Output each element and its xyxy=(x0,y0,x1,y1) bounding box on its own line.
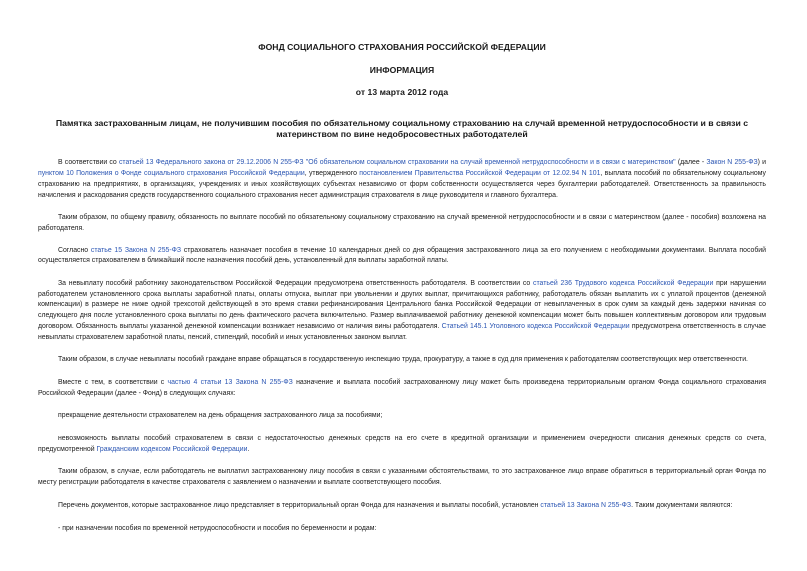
link-criminal-code-article-145-1[interactable]: Статьей 145.1 Уголовного кодекса Российской Федерации xyxy=(441,322,630,330)
text: страхователь назначает пособия в течение 10 календарных дней со дня обращения застрахованного лица за его получением с необходимыми документами. Выплата пособий осуществляется страхователем в ближайший после назначения пособий день, установленный для выплаты заработной платы. xyxy=(38,246,766,265)
paragraph-4 xyxy=(38,279,766,343)
text: Перечень документов, которые застрахованное лицо представляет в территориальный орган Фонда для назначения и выплаты пособий, установлен xyxy=(58,501,541,509)
document-kind: ИНФОРМАЦИЯ xyxy=(369,65,435,75)
link-law-255-article-13-docs[interactable]: статьей 13 Закона N 255-ФЗ xyxy=(540,501,632,509)
paragraph-7: прекращение деятельности страхователем на день обращения застрахованного лица за пособиями; xyxy=(58,412,383,420)
text: , утвержденного xyxy=(304,170,360,178)
text: назначение и выплата пособий застрахованному лицу может быть произведена территориальным органом Фонда социального страхования Российской Федерации (далее - Фонд) в следующих случаях: xyxy=(38,378,766,397)
text: невозможность выплаты пособий страхователем в связи с недостаточностью денежных средств на его счете в кредитной организации и применением очередности списания денежных средств со счета, предусмотренной xyxy=(38,435,766,453)
paragraph-8 xyxy=(38,434,766,455)
link-labor-code-article-236[interactable]: статьей 236 Трудового кодекса Российской Федерации xyxy=(533,280,714,288)
link-law-255[interactable]: Закон N 255-ФЗ xyxy=(706,159,758,167)
text: (далее - xyxy=(675,159,707,167)
text: Согласно xyxy=(58,246,91,254)
link-government-decree-101[interactable]: постановлением Правительства Российской Федерации от 12.02.94 N 101 xyxy=(359,170,601,178)
link-law-255-article-13[interactable]: статьей 13 Федерального закона от 29.12.2006 N 255-ФЗ "Об обязательном социальном страховании на случай временной нетрудоспособности и в связи с материнством" xyxy=(118,159,676,167)
link-law-255-article-15[interactable]: статье 15 Закона N 255-ФЗ xyxy=(90,246,182,254)
text: , выплата пособий по обязательному социальному страхованию на предприятиях, в организациях, учреждениях и иных хозяйствующих субъектах независимо от форм собственности осуществляется через бухгалтерии работодателей. Ответственность за правильность начисления и расходования средств государственного социального страхования несет администрация страхователя в лице руководителя и главного бухгалтера. xyxy=(38,170,766,199)
text: В соответствии со xyxy=(58,159,119,167)
text: предусмотрена ответственность в случае невыплаты страхователем заработной платы, пенсий, стипендий, пособий и иных установленных законом выплат. xyxy=(38,322,766,341)
link-civil-code[interactable]: Гражданским кодексом Российской Федерации xyxy=(96,445,248,453)
text: ) и xyxy=(757,159,766,167)
text: Вместе с тем, в соответствии с xyxy=(58,378,168,386)
link-fund-regulation-item-10[interactable]: пунктом 10 Положения о Фонде социального страхования Российской Федерации xyxy=(38,170,305,178)
paragraph-11: - при назначении пособия по временной нетрудоспособности и пособия по беременности и родам: xyxy=(58,524,377,532)
paragraph-3 xyxy=(38,246,766,267)
paragraph-2: Таким образом, по общему правилу, обязанность по выплате пособий по обязательному социальному страхованию на случай временной нетрудоспособности и в связи с материнством (далее - пособия) возложена на работодателя. xyxy=(38,214,766,232)
text: при нарушении работодателем установленного срока выплаты заработной платы, оплаты отпуска, выплат при увольнении и других выплат, причитающихся работнику, работодатель обязан выплатить их с уплатой процентов (денежной компенсации) в размере не ниже одной трехсотой действующей в это время ставки рефинансирования Центрального банка Российской Федерации от невыплаченных в срок сумм за каждый день задержки начиная со следующего дня после установленного срока выплаты по день фактического расчета включительно. Размер выплачиваемой работнику денежной компенсации может быть повышен коллективным договором или трудовым договором. Обязанность выплаты указанной денежной компенсации возникает независимо от наличия вины работодателя. xyxy=(38,280,766,330)
paragraph-1 xyxy=(38,158,766,201)
paragraph-10 xyxy=(38,501,766,512)
paragraph-9: Таким образом, в случае, если работодатель не выплатил застрахованному лицу пособия в связи с указанными обстоятельствами, то это застрахованное лицо вправе обратиться в территориальный орган Фонда по месту регистрации работодателя в качестве страхователя с заявлением о назначении и выплате соответствующего пособия. xyxy=(38,468,766,487)
paragraph-5: Таким образом, в случае невыплаты пособий граждане вправе обращаться в государственную инспекцию труда, прокуратуру, а также в суд для применения к работодателям соответствующих мер ответственности. xyxy=(58,356,748,364)
text: За невыплату пособий работнику законодательством Российской Федерации предусмотрена ответственность работодателя. В соответствии со xyxy=(58,280,534,288)
document-date: от 13 марта 2012 года xyxy=(355,87,449,97)
org-header: ФОНД СОЦИАЛЬНОГО СТРАХОВАНИЯ РОССИЙСКОЙ ФЕДЕРАЦИИ xyxy=(258,42,546,52)
paragraph-6 xyxy=(38,378,766,399)
document-title: Памятка застрахованным лицам, не получившим пособия по обязательному социальному страхованию на случай временной нетрудоспособности и в связи с материнством по вине недобросовестных работодателей xyxy=(55,118,749,140)
link-law-255-article-13-part-4[interactable]: частью 4 статьи 13 Закона N 255-ФЗ xyxy=(167,378,293,386)
text: . Таким документами являются: xyxy=(631,501,733,509)
text: . xyxy=(247,445,250,453)
